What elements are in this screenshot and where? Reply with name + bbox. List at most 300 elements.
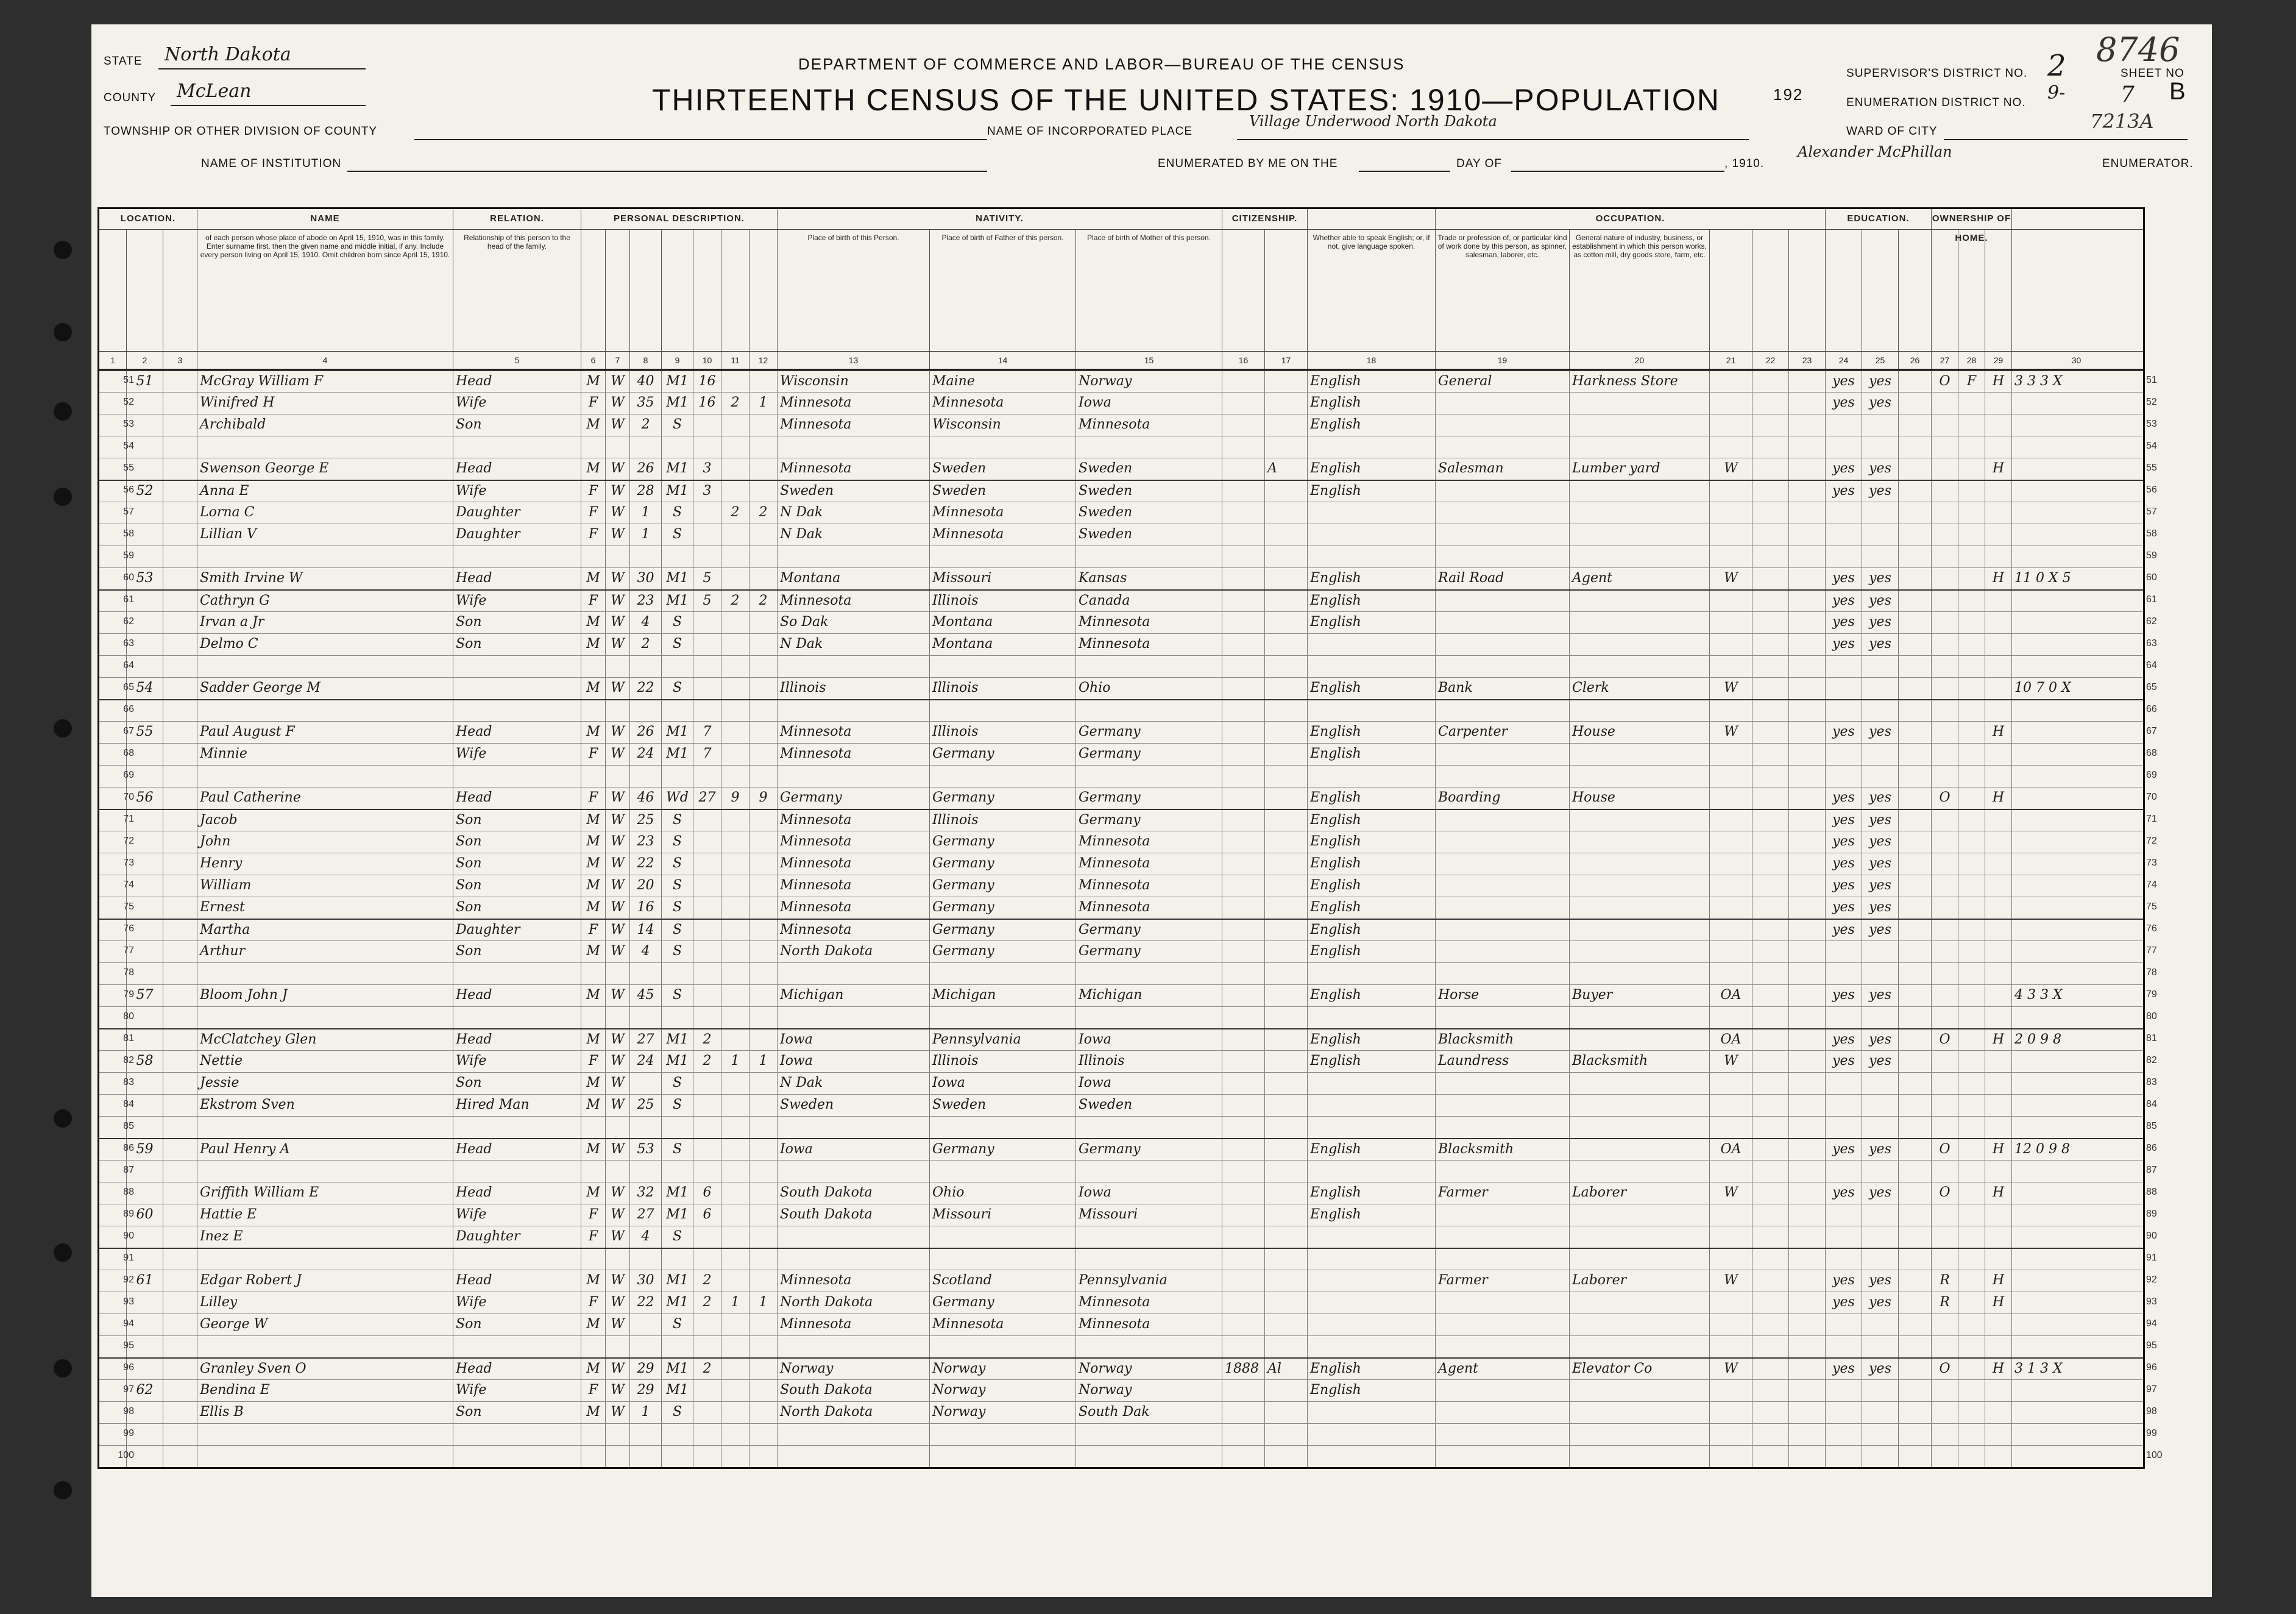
cell-own — [1931, 1007, 1958, 1028]
column-number: 14 — [929, 352, 1075, 369]
line-number-right: 51 — [2146, 375, 2157, 385]
cell-sex: M — [581, 875, 605, 897]
cell-fam — [163, 853, 197, 875]
cell-age: 30 — [629, 1270, 661, 1292]
line-number-left: 67 — [123, 726, 134, 736]
cell-extra: 4 3 3 X — [2011, 985, 2141, 1006]
cell-fm — [1958, 985, 1985, 1006]
cell-age: 2 — [629, 414, 661, 436]
cell-fp: Germany — [929, 941, 1075, 962]
cell-born — [721, 371, 749, 392]
cell-sch — [1898, 1380, 1931, 1401]
cell-name: Lilley — [197, 1292, 453, 1314]
cell-mar: M1 — [661, 1292, 693, 1314]
cell-ind: Laborer — [1569, 1270, 1709, 1292]
cell-name: Paul August F — [197, 722, 453, 743]
cell-ind — [1569, 612, 1709, 633]
cell-fam — [163, 1380, 197, 1401]
cell-name: Irvan a Jr — [197, 612, 453, 633]
cell-yrs — [693, 941, 721, 962]
line-number-right: 99 — [2146, 1428, 2157, 1438]
census-row — [99, 1423, 2143, 1445]
cell-fam — [163, 634, 197, 655]
line-number-left: 78 — [123, 967, 134, 978]
cell-own — [1931, 831, 1958, 853]
cell-fam — [163, 1161, 197, 1182]
cell-sex — [581, 1161, 605, 1182]
cell-lang: English — [1307, 1051, 1435, 1072]
cell-wks — [1788, 853, 1825, 875]
cell-lang: English — [1307, 722, 1435, 743]
cell-trade — [1435, 1226, 1569, 1248]
cell-rel: Head — [453, 458, 581, 480]
cell-name: Henry — [197, 853, 453, 875]
cell-lang — [1307, 1117, 1435, 1138]
cell-fp — [929, 656, 1075, 677]
cell-fp — [929, 1161, 1075, 1182]
cell-bp — [777, 963, 929, 984]
cell-race: W — [605, 568, 629, 589]
cell-emp — [1709, 1424, 1752, 1445]
cell-sex: M — [581, 722, 605, 743]
cell-nat — [1264, 546, 1307, 567]
census-sheet — [91, 24, 2212, 1597]
cell-sex: M — [581, 371, 605, 392]
cell-wr — [1862, 1402, 1898, 1423]
cell-ft — [1985, 1249, 2011, 1270]
line-number-right: 66 — [2146, 704, 2157, 714]
cell-ind: House — [1569, 722, 1709, 743]
cell-age — [629, 1073, 661, 1094]
cell-age: 46 — [629, 787, 661, 809]
cell-own — [1931, 393, 1958, 414]
cell-emp — [1709, 371, 1752, 392]
cell-rd — [1825, 1446, 1862, 1467]
cell-name — [197, 1446, 453, 1467]
cell-name: Anna E — [197, 481, 453, 502]
cell-emp — [1709, 963, 1752, 984]
cell-born — [721, 875, 749, 897]
cell-name: Lorna C — [197, 502, 453, 524]
cell-bp: Minnesota — [777, 1314, 929, 1335]
cell-name: Paul Henry A — [197, 1139, 453, 1160]
cell-wks — [1788, 436, 1825, 458]
cell-born — [721, 831, 749, 853]
cell-sch — [1898, 744, 1931, 765]
cell-rd: yes — [1825, 612, 1862, 633]
cell-sch — [1898, 963, 1931, 984]
cell-nat — [1264, 810, 1307, 831]
cell-mar — [661, 1424, 693, 1445]
cell-oow — [1752, 436, 1788, 458]
cell-sch — [1898, 1359, 1931, 1379]
cell-rel: Son — [453, 897, 581, 919]
cell-sch — [1898, 524, 1931, 546]
cell-bp: North Dakota — [777, 941, 929, 962]
cell-fp: Germany — [929, 853, 1075, 875]
cell-fm — [1958, 568, 1985, 589]
cell-wr: yes — [1862, 591, 1898, 611]
cell-ind — [1569, 634, 1709, 655]
cell-fm — [1958, 722, 1985, 743]
cell-rel — [453, 656, 581, 677]
cell-oow — [1752, 1424, 1788, 1445]
cell-bp — [777, 1007, 929, 1028]
cell-nat — [1264, 722, 1307, 743]
census-row — [99, 546, 2143, 567]
cell-emp — [1709, 766, 1752, 787]
cell-ft — [1985, 941, 2011, 962]
cell-sex: F — [581, 744, 605, 765]
cell-ft: H — [1985, 1359, 2011, 1379]
line-number-left: 73 — [123, 858, 134, 868]
cell-yrs — [693, 920, 721, 940]
cell-fam — [163, 656, 197, 677]
cell-mar: M1 — [661, 744, 693, 765]
census-row — [99, 1028, 2143, 1050]
place-underline — [1237, 139, 1749, 140]
cell-born — [721, 1402, 749, 1423]
cell-ind — [1569, 744, 1709, 765]
cell-fp: Missouri — [929, 568, 1075, 589]
cell-oow — [1752, 458, 1788, 480]
cell-fm — [1958, 458, 1985, 480]
line-number-left: 79 — [123, 989, 134, 1000]
cell-age — [629, 1117, 661, 1138]
line-number-left: 68 — [123, 748, 134, 758]
cell-fp — [929, 1424, 1075, 1445]
line-number-right: 92 — [2146, 1274, 2157, 1285]
cell-born — [721, 1139, 749, 1160]
cell-nat — [1264, 612, 1307, 633]
cell-imm — [1222, 524, 1264, 546]
cell-own — [1931, 1249, 1958, 1270]
cell-mp — [1075, 436, 1222, 458]
cell-wr — [1862, 1424, 1898, 1445]
cell-extra — [2011, 524, 2141, 546]
cell-oow — [1752, 1226, 1788, 1248]
cell-lang: English — [1307, 612, 1435, 633]
cell-lang — [1307, 634, 1435, 655]
cell-ft — [1985, 393, 2011, 414]
cell-name: Ekstrom Sven — [197, 1095, 453, 1116]
cell-wr: yes — [1862, 568, 1898, 589]
cell-living — [749, 414, 777, 436]
cell-fm — [1958, 1226, 1985, 1248]
cell-yrs — [693, 1446, 721, 1467]
cell-extra — [2011, 414, 2141, 436]
line-number-right: 78 — [2146, 967, 2157, 978]
cell-sex: M — [581, 568, 605, 589]
cell-own — [1931, 1117, 1958, 1138]
cell-fm — [1958, 744, 1985, 765]
cell-lang — [1307, 1161, 1435, 1182]
cell-ind — [1569, 897, 1709, 919]
column-description-fm — [1958, 230, 1985, 351]
cell-sex — [581, 546, 605, 567]
cell-born — [721, 481, 749, 502]
cell-oow — [1752, 722, 1788, 743]
cell-emp — [1709, 941, 1752, 962]
cell-rd — [1825, 766, 1862, 787]
cell-living — [749, 656, 777, 677]
cell-sch — [1898, 985, 1931, 1006]
cell-living: 1 — [749, 393, 777, 414]
sheet-label: SHEET NO — [2121, 67, 2184, 80]
cell-wks — [1788, 1402, 1825, 1423]
cell-mp: Minnesota — [1075, 853, 1222, 875]
cell-wr: yes — [1862, 831, 1898, 853]
column-description-bp: Place of birth of this Person. — [777, 230, 929, 351]
cell-emp — [1709, 502, 1752, 524]
cell-sch — [1898, 787, 1931, 809]
cell-living — [749, 744, 777, 765]
cell-nat — [1264, 591, 1307, 611]
cell-imm — [1222, 766, 1264, 787]
cell-rel: Head — [453, 1182, 581, 1204]
cell-name: Ellis B — [197, 1402, 453, 1423]
cell-born — [721, 897, 749, 919]
cell-born — [721, 1380, 749, 1401]
census-row — [99, 1116, 2143, 1138]
cell-nat — [1264, 787, 1307, 809]
cell-ft — [1985, 875, 2011, 897]
cell-ind — [1569, 1380, 1709, 1401]
cell-own — [1931, 414, 1958, 436]
cell-living — [749, 985, 777, 1006]
line-number-left: 52 — [123, 397, 134, 407]
cell-yrs: 27 — [693, 787, 721, 809]
cell-born — [721, 678, 749, 699]
cell-wks — [1788, 920, 1825, 940]
line-number-left: 56 — [123, 485, 134, 495]
cell-fp — [929, 963, 1075, 984]
cell-yrs — [693, 853, 721, 875]
cell-wr: yes — [1862, 481, 1898, 502]
cell-fp — [929, 546, 1075, 567]
line-number-left: 83 — [123, 1077, 134, 1087]
cell-born — [721, 458, 749, 480]
cell-sex: F — [581, 524, 605, 546]
cell-race: W — [605, 1182, 629, 1204]
cell-age: 25 — [629, 810, 661, 831]
cell-ft — [1985, 502, 2011, 524]
cell-wks — [1788, 502, 1825, 524]
cell-ft — [1985, 656, 2011, 677]
cell-own: R — [1931, 1292, 1958, 1314]
cell-rel: Daughter — [453, 920, 581, 940]
cell-age: 30 — [629, 568, 661, 589]
cell-living — [749, 1139, 777, 1160]
cell-name: George W — [197, 1314, 453, 1335]
cell-imm — [1222, 963, 1264, 984]
column-group-header: NATIVITY. — [777, 209, 1222, 229]
cell-emp: W — [1709, 722, 1752, 743]
cell-imm — [1222, 371, 1264, 392]
cell-oow — [1752, 1336, 1788, 1357]
cell-mp — [1075, 1117, 1222, 1138]
line-number-right: 79 — [2146, 989, 2157, 1000]
column-group-header: RELATION. — [453, 209, 581, 229]
census-row — [99, 897, 2143, 919]
line-number-left: 72 — [123, 836, 134, 846]
cell-sch — [1898, 678, 1931, 699]
column-description-yrs — [693, 230, 721, 351]
cell-fp: Maine — [929, 371, 1075, 392]
cell-born — [721, 1270, 749, 1292]
column-number: 6 — [581, 352, 605, 369]
cell-race: W — [605, 897, 629, 919]
census-row — [99, 1270, 2143, 1292]
cell-name — [197, 963, 453, 984]
cell-imm — [1222, 1446, 1264, 1467]
cell-fp — [929, 1007, 1075, 1028]
cell-fm — [1958, 831, 1985, 853]
cell-rd — [1825, 1204, 1862, 1226]
cell-emp — [1709, 810, 1752, 831]
cell-imm — [1222, 436, 1264, 458]
cell-nat — [1264, 1314, 1307, 1335]
line-number-right: 80 — [2146, 1011, 2157, 1022]
cell-lang — [1307, 546, 1435, 567]
cell-own — [1931, 1380, 1958, 1401]
year-192: 192 — [1773, 85, 1804, 104]
cell-mar: S — [661, 985, 693, 1006]
cell-living — [749, 436, 777, 458]
cell-house: 59 — [126, 1139, 163, 1160]
cell-sch — [1898, 1226, 1931, 1248]
cell-mar: S — [661, 1226, 693, 1248]
cell-bp — [777, 436, 929, 458]
cell-own — [1931, 568, 1958, 589]
cell-sex — [581, 1446, 605, 1467]
cell-mar: S — [661, 1095, 693, 1116]
cell-fp: Minnesota — [929, 524, 1075, 546]
cell-rd — [1825, 436, 1862, 458]
cell-bp: Minnesota — [777, 744, 929, 765]
cell-extra — [2011, 920, 2141, 940]
cell-age: 24 — [629, 1051, 661, 1072]
cell-fp — [929, 1117, 1075, 1138]
cell-wks — [1788, 678, 1825, 699]
cell-yrs: 2 — [693, 1051, 721, 1072]
cell-sex: M — [581, 458, 605, 480]
cell-trade — [1435, 414, 1569, 436]
enumerator-signature: Alexander McPhillan — [1798, 143, 1952, 160]
cell-name — [197, 1249, 453, 1270]
cell-own — [1931, 985, 1958, 1006]
cell-bp — [777, 1446, 929, 1467]
cell-yrs — [693, 1007, 721, 1028]
cell-oow — [1752, 371, 1788, 392]
cell-nat — [1264, 963, 1307, 984]
cell-imm — [1222, 1270, 1264, 1292]
cell-lang — [1307, 436, 1435, 458]
cell-rd — [1825, 941, 1862, 962]
cell-nat — [1264, 766, 1307, 787]
cell-emp — [1709, 700, 1752, 721]
cell-age: 26 — [629, 722, 661, 743]
cell-bp: Minnesota — [777, 897, 929, 919]
line-number-right: 89 — [2146, 1209, 2157, 1219]
cell-yrs: 16 — [693, 393, 721, 414]
cell-race: W — [605, 634, 629, 655]
line-number-right: 91 — [2146, 1253, 2157, 1263]
county-underline — [171, 105, 366, 106]
line-number-left: 91 — [123, 1253, 134, 1263]
cell-yrs — [693, 1424, 721, 1445]
cell-mp — [1075, 1249, 1222, 1270]
column-description-own — [1931, 230, 1958, 351]
cell-sch — [1898, 1446, 1931, 1467]
cell-sex — [581, 700, 605, 721]
cell-lang — [1307, 1073, 1435, 1094]
column-number: 12 — [749, 352, 777, 369]
line-number-left: 85 — [123, 1121, 134, 1131]
cell-fp — [929, 1226, 1075, 1248]
cell-ind — [1569, 1336, 1709, 1357]
cell-fp — [929, 1336, 1075, 1357]
cell-ind — [1569, 920, 1709, 940]
cell-house: 52 — [126, 481, 163, 502]
cell-sex: F — [581, 393, 605, 414]
cell-ft — [1985, 1073, 2011, 1094]
column-description-row — [99, 230, 2143, 352]
cell-mp: Iowa — [1075, 1029, 1222, 1050]
cell-wr — [1862, 744, 1898, 765]
cell-sex — [581, 436, 605, 458]
cell-extra — [2011, 1249, 2141, 1270]
cell-wks — [1788, 524, 1825, 546]
cell-sch — [1898, 1117, 1931, 1138]
census-row — [99, 677, 2143, 699]
cell-bp — [777, 1117, 929, 1138]
cell-bp — [777, 1226, 929, 1248]
cell-rd: yes — [1825, 634, 1862, 655]
column-description-street — [99, 230, 126, 351]
cell-oow — [1752, 502, 1788, 524]
cell-sch — [1898, 634, 1931, 655]
census-row — [99, 809, 2143, 831]
column-description-wr — [1862, 230, 1898, 351]
cell-wks — [1788, 1204, 1825, 1226]
cell-living — [749, 700, 777, 721]
column-number: 23 — [1788, 352, 1825, 369]
cell-fam — [163, 920, 197, 940]
cell-mp: Germany — [1075, 1139, 1222, 1160]
cell-fp: Scotland — [929, 1270, 1075, 1292]
cell-rel — [453, 1446, 581, 1467]
cell-oow — [1752, 700, 1788, 721]
cell-oow — [1752, 612, 1788, 633]
cell-bp: Michigan — [777, 985, 929, 1006]
cell-fam — [163, 612, 197, 633]
cell-wks — [1788, 481, 1825, 502]
cell-name: John — [197, 831, 453, 853]
cell-trade — [1435, 831, 1569, 853]
cell-wr — [1862, 1204, 1898, 1226]
cell-race: W — [605, 1314, 629, 1335]
cell-age — [629, 963, 661, 984]
cell-living — [749, 941, 777, 962]
cell-ft — [1985, 700, 2011, 721]
cell-oow — [1752, 414, 1788, 436]
cell-bp — [777, 546, 929, 567]
census-row — [99, 962, 2143, 984]
cell-ft: H — [1985, 1270, 2011, 1292]
cell-bp: Iowa — [777, 1029, 929, 1050]
cell-fam — [163, 546, 197, 567]
